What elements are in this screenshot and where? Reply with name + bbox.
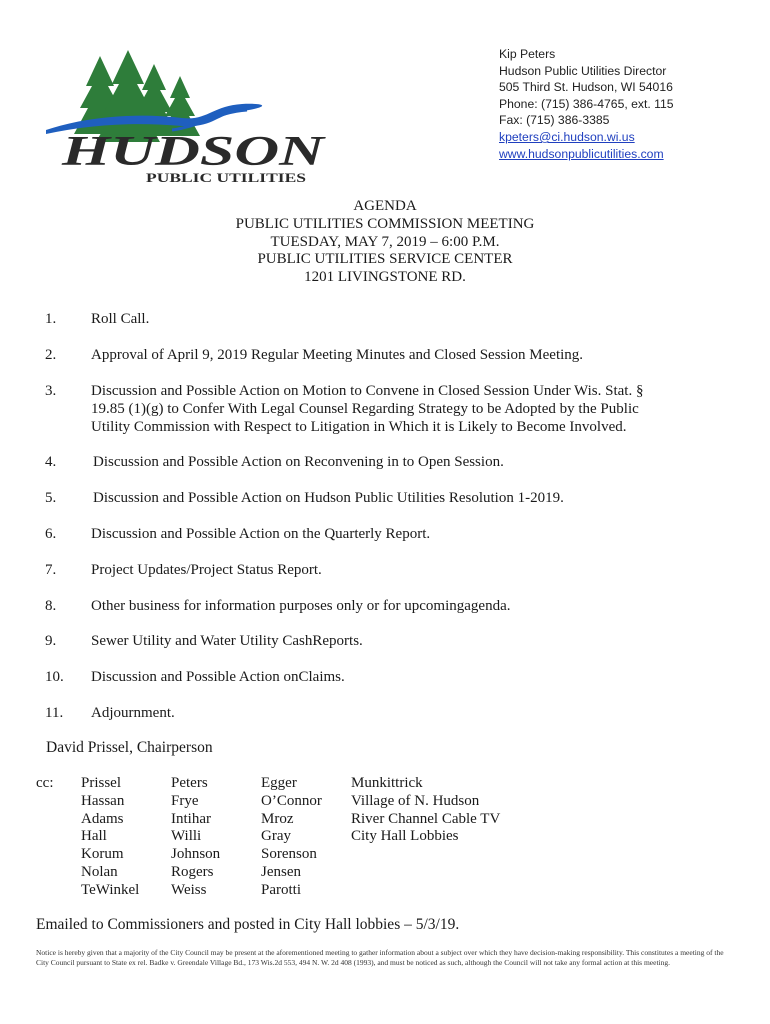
cc-recipient: Rogers (171, 863, 214, 880)
agenda-item-number: 11. (45, 705, 64, 721)
contact-fax: Fax: (715) 386-3385 (499, 113, 610, 128)
cc-recipient: Weiss (171, 881, 207, 898)
heading-location: PUBLIC UTILITIES SERVICE CENTER (257, 251, 513, 268)
cc-recipient: River Channel Cable TV (351, 810, 501, 827)
hudson-logo-graphic (42, 46, 332, 186)
cc-recipient: Johnson (171, 846, 221, 863)
agenda-item-number: 4. (45, 454, 57, 470)
cc-recipient: Intihar (171, 810, 211, 827)
agenda-item-number: 9. (45, 633, 57, 649)
contact-website-link[interactable]: www.hudsonpublicutilities.com (499, 146, 664, 161)
cc-recipient: Korum (81, 846, 124, 863)
agenda-item-number: 3. (45, 383, 57, 399)
hudson-logo (42, 46, 332, 186)
heading-meeting: PUBLIC UTILITIES COMMISSION MEETING (235, 215, 535, 232)
contact-phone: Phone: (715) 386-4765, ext. 115 (499, 96, 674, 111)
agenda-item-text: Discussion and Possible Action on Reconvening in to Open Session. (93, 454, 504, 470)
cc-column-4 (351, 775, 500, 846)
cc-recipient: Munkittrick (351, 775, 423, 791)
agenda-item-text: Roll Call. (91, 311, 150, 327)
heading-address: 1201 LIVINGSTONE RD. (304, 269, 466, 286)
agenda-item-number: 7. (45, 562, 57, 578)
cc-column-2 (171, 775, 220, 900)
agenda-item-text: Adjournment. (91, 705, 175, 721)
cc-recipient: City Hall Lobbies (351, 828, 459, 845)
contact-name: Kip Peters (499, 47, 556, 61)
cc-recipient: Gray (261, 828, 291, 845)
cc-recipient: Hassan (81, 792, 125, 809)
cc-recipient: Parotti (261, 881, 301, 898)
agenda-item-text: Discussion and Possible Action onClaims. (91, 669, 345, 685)
agenda-item-text: Approval of April 9, 2019 Regular Meeting Minutes and Closed Session Meeting. (91, 347, 584, 363)
agenda-item-text: Project Updates/Project Status Report. (91, 562, 322, 578)
cc-recipient: Egger (261, 775, 297, 791)
cc-recipient: Willi (171, 828, 202, 845)
legal-notice: Notice is hereby given that a majority of the City Council may be present at the aforementioned meeting to gather information about a subject over which they have decision-making responsibility. This constitutes a meeting of the City Council pursuant to State ex rel. Badke v. Greendale Village Bd., 173 Wis.2d 553, 494 N. W. 2d 408 (1993), and must be noticed as such, although the Council will not take any formal action at this meeting. (36, 948, 724, 967)
chairperson-signature: David Prissel, Chairperson (46, 739, 213, 756)
cc-recipient: Village of N. Hudson (351, 792, 480, 809)
agenda-item-text: Discussion and Possible Action on Hudson Public Utilities Resolution 1-2019. (93, 490, 564, 506)
cc-recipient: Sorenson (261, 846, 317, 863)
logo-subtitle-text: PUBLIC UTILITIES (146, 170, 306, 185)
cc-recipient: O’Connor (261, 792, 322, 809)
agenda-item-text: Other business for information purposes only or for upcomingagenda. (91, 598, 511, 614)
cc-recipient: Adams (81, 810, 124, 827)
contact-email-link[interactable]: kpeters@ci.hudson.wi.us (499, 129, 635, 144)
cc-recipient: TeWinkel (81, 881, 140, 898)
cc-column-3 (261, 775, 322, 900)
contact-block (499, 46, 674, 162)
agenda-item-number: 6. (45, 526, 57, 542)
cc-recipient: Hall (81, 828, 107, 845)
agenda-item-text: Sewer Utility and Water Utility CashReports. (91, 633, 363, 649)
heading-date: TUESDAY, MAY 7, 2019 – 6:00 P.M. (270, 233, 500, 250)
cc-recipient: Prissel (81, 775, 122, 791)
agenda-item-number: 1. (45, 311, 57, 327)
agenda-item-number: 10. (45, 669, 64, 685)
logo-brand-text: HUDSON (60, 129, 327, 175)
cc-recipient: Nolan (81, 863, 118, 880)
contact-title: Hudson Public Utilities Director (499, 63, 667, 78)
posting-note: Emailed to Commissioners and posted in City Hall lobbies – 5/3/19. (36, 916, 460, 933)
cc-label: cc: (36, 775, 54, 791)
agenda-item-text: Discussion and Possible Action on Motion to Convene in Closed Session Under Wis. Stat. § 19.85 (1)(g) to Confer With Legal Counsel Regarding Strategy to be Adopted by the Public Utility Commission with Respect to Litigation in Which it is Likely to Become Involved. (91, 383, 644, 435)
heading-agenda: AGENDA (353, 198, 417, 214)
agenda-item-number: 2. (45, 347, 57, 363)
cc-recipient: Peters (171, 775, 208, 791)
agenda-item-number: 8. (45, 598, 57, 614)
cc-recipient: Mroz (261, 810, 294, 827)
cc-column-1 (81, 775, 139, 900)
cc-recipient: Frye (171, 792, 199, 809)
agenda-item-text: Discussion and Possible Action on the Quarterly Report. (91, 526, 431, 542)
cc-recipient: Jensen (261, 863, 301, 880)
agenda-item-number: 5. (45, 490, 57, 506)
agenda-heading (0, 198, 770, 287)
contact-address: 505 Third St. Hudson, WI 54016 (499, 80, 673, 95)
